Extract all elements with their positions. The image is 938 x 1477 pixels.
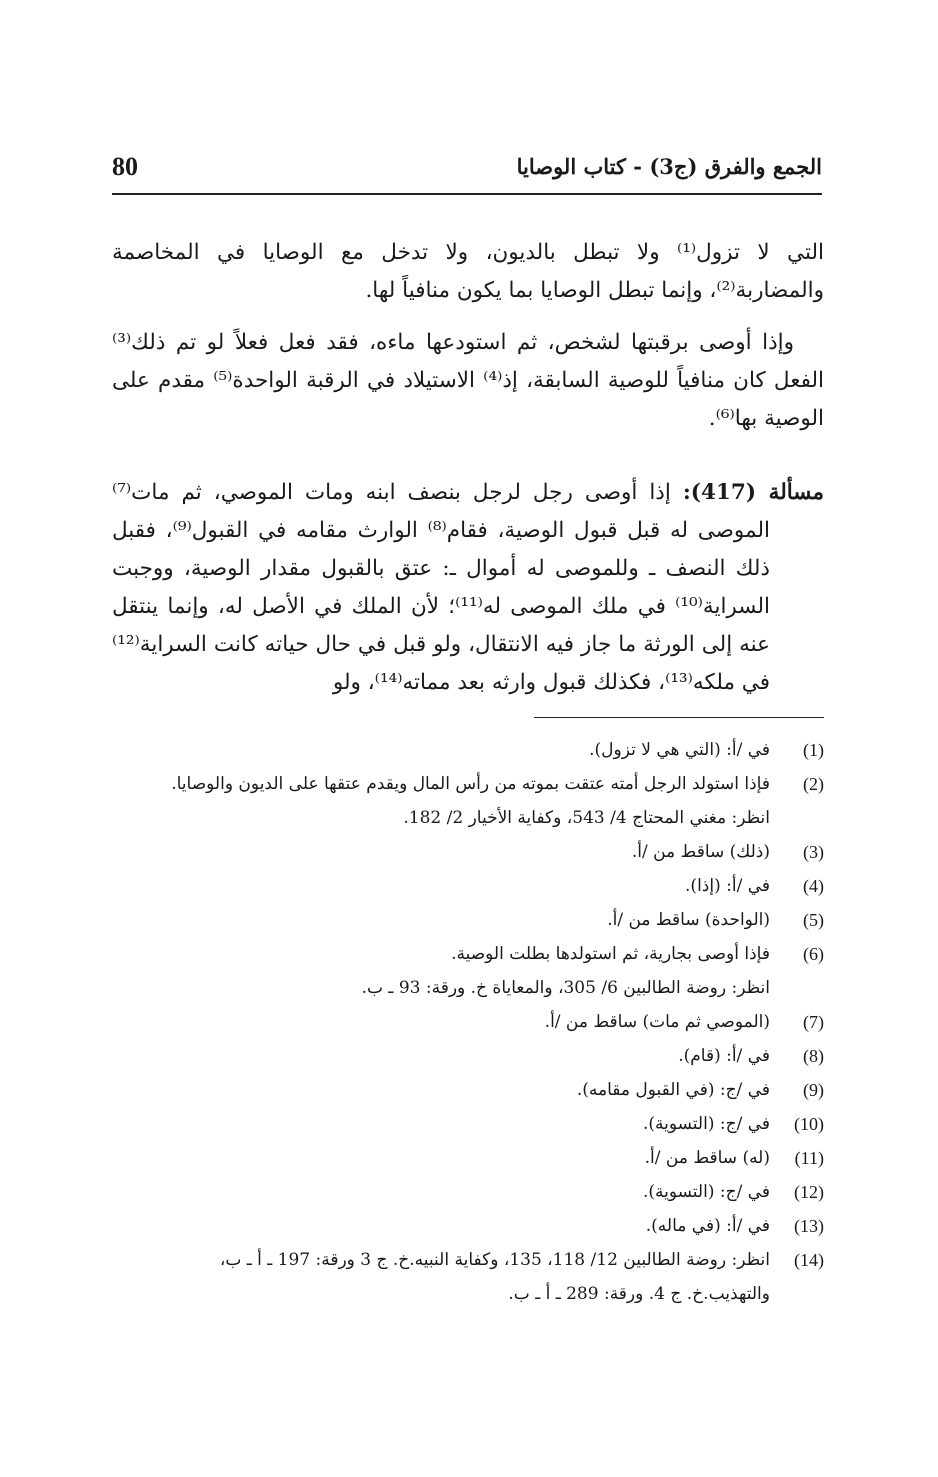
footnote-text: في /ج: (التسوية).: [642, 1114, 770, 1134]
footnote-text: (له) ساقط من /أ.: [644, 1148, 770, 1168]
issue-label: مسألة (417):: [682, 479, 824, 505]
footnote-text-2: والتهذيب.خ. ج 4. ورقة: 289 ـ أ ـ ب.: [508, 1284, 770, 1304]
footnote: [112, 1107, 824, 1141]
footnote-text: في /أ: (قام).: [678, 1046, 770, 1066]
footnote-number: (7): [803, 1012, 824, 1032]
issue-text: إذا أوصى رجل لرجل بنصف ابنه ومات الموصي، ثم مات⁽⁷⁾ الموصى له قبل قبول الوصية، فقام⁽⁸⁾ الوارث مقامه في القبول⁽⁹⁾، فقبل ذلك النصف ـ وللموصى له أموال ـ: عتق بالقبول مقدار الوصية، ووجبت السراية⁽¹⁰⁾ في ملك الموصى له⁽¹¹⁾؛ لأن الملك في الأصل له، وإنما ينتقل عنه إلى الورثة ما جاز فيه الانتقال، ولو قبل في حال حياته كانت السراية⁽¹²⁾ في ملكه⁽¹³⁾، فكذلك قبول وارثه بعد مماته⁽¹⁴⁾، ولو: [112, 479, 770, 695]
footnote-number: (10): [794, 1114, 824, 1134]
footnote: [112, 1039, 824, 1073]
footnote-text: فإذا استولد الرجل أمته عتقت بموته من رأس المال ويقدم عتقها على الديون والوصايا.: [171, 774, 770, 794]
footnote: [112, 1005, 824, 1039]
footnote-text: في /أ: (إذا).: [685, 876, 770, 896]
footnote: [112, 1243, 824, 1311]
footnote-number: (8): [803, 1046, 824, 1066]
footnote-text: (الواحدة) ساقط من /أ.: [607, 910, 770, 930]
footnote: [112, 1141, 824, 1175]
paragraph-3: [112, 474, 824, 702]
footnote-number: (13): [794, 1216, 824, 1236]
footnote: [112, 903, 824, 937]
footnote-text-2: انظر: مغني المحتاج 4/ 543، وكفاية الأخيار 2/ 182.: [403, 808, 770, 828]
page-number: 80: [112, 152, 138, 181]
footnote-text: (ذلك) ساقط من /أ.: [631, 842, 770, 862]
footnote-number: (11): [794, 1148, 824, 1168]
footnote: [112, 835, 824, 869]
footnote-divider: [534, 717, 824, 718]
footnote-text: في /ج: (التسوية).: [642, 1182, 770, 1202]
footnote-number: (6): [803, 944, 824, 964]
footnote: [112, 1073, 824, 1107]
footnote-text: في /ج: (في القبول مقامه).: [576, 1080, 770, 1100]
footnote-number: (2): [803, 774, 824, 794]
footnote: [112, 767, 824, 835]
footnote-text-2: انظر: روضة الطالبين 6/ 305، والمعاياة خ. ورقة: 93 ـ ب.: [361, 978, 770, 998]
footnotes: [112, 733, 824, 1311]
footnote-text: انظر: روضة الطالبين 12/ 118، 135، وكفاية النبيه.خ. ج 3 ورقة: 197 ـ أ ـ ب،: [219, 1250, 770, 1270]
footnote: [112, 869, 824, 903]
footnote-number: (5): [803, 910, 824, 930]
footnote-number: (1): [803, 740, 824, 760]
footnote-number: (4): [803, 876, 824, 896]
footnote-text: في /أ: (في ماله).: [645, 1216, 770, 1236]
footnote-text: (الموصي ثم مات) ساقط من /أ.: [544, 1012, 770, 1032]
footnote: [112, 733, 824, 767]
page-header: [112, 152, 822, 186]
footnote-number: (12): [794, 1182, 824, 1202]
footnote-text: فإذا أوصى بجارية، ثم استولدها بطلت الوصية.: [451, 944, 770, 964]
paragraph-1: التي لا تزول⁽¹⁾ ولا تبطل بالديون، ولا تدخل مع الوصايا في المخاصمة والمضاربة⁽²⁾، وإنما تبطل الوصايا بما يكون منافياً لها.: [112, 239, 824, 303]
running-title: الجمع والفرق (ج3) - كتاب الوصايا: [516, 154, 822, 179]
footnote-number: (14): [794, 1250, 824, 1270]
footnote: [112, 937, 824, 1005]
footnote-number: (3): [803, 842, 824, 862]
footnote-text: في /أ: (التي هي لا تزول).: [589, 740, 770, 760]
header-divider: [112, 193, 822, 195]
footnote: [112, 1209, 824, 1243]
paragraph-2: وإذا أوصى برقبتها لشخص، ثم استودعها ماءه، فقد فعل فعلاً لو تم ذلك⁽³⁾ الفعل كان منافياً للوصية السابقة، إذ⁽⁴⁾ الاستيلاد في الرقبة الواحدة⁽⁵⁾ مقدم على الوصية بها⁽⁶⁾.: [112, 329, 824, 431]
footnote: [112, 1175, 824, 1209]
footnote-number: (9): [803, 1080, 824, 1100]
